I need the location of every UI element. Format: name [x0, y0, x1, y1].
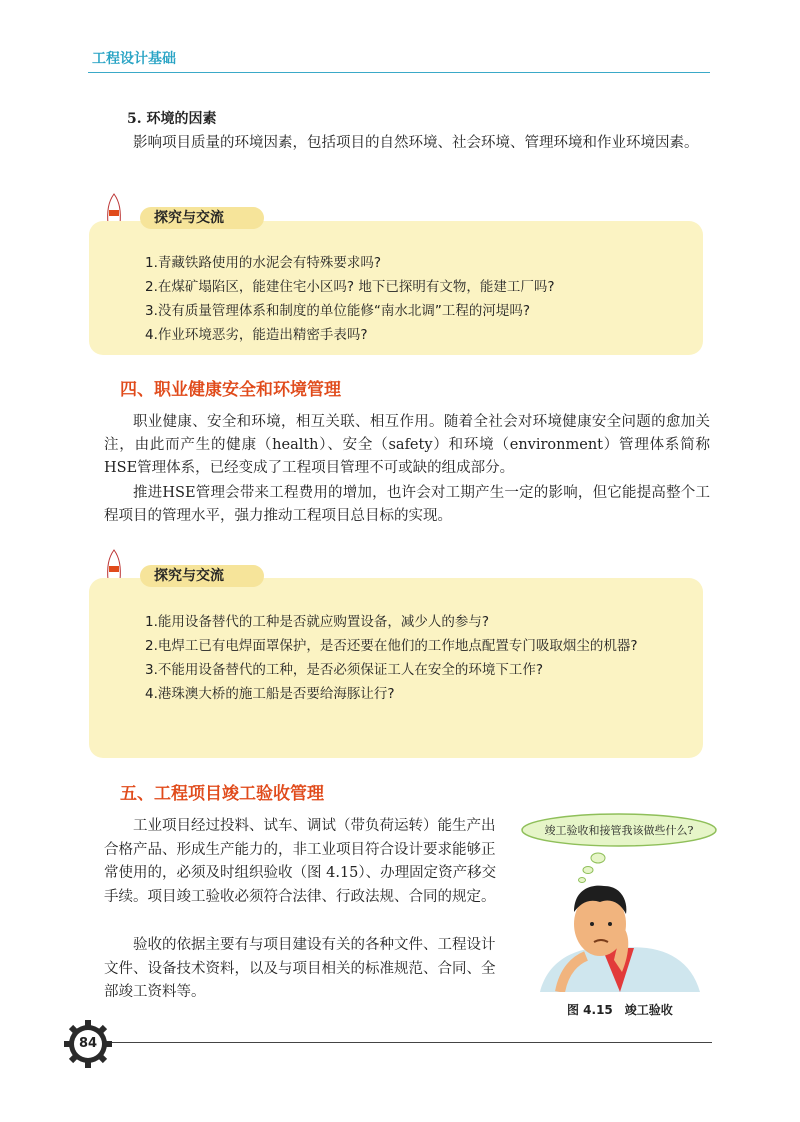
explore-question-list: [89, 610, 703, 706]
question-item: 2.在煤矿塌陷区，能建住宅小区吗? 地下已探明有文物，能建工厂吗?: [145, 279, 555, 295]
explore-tab-label: 探究与交流: [140, 565, 264, 587]
question-item: 4.作业环境恶劣，能造出精密手表吗?: [145, 327, 368, 343]
explore-box-2: [89, 578, 703, 758]
thought-bubble-text: 竣工验收和接管我该做些什么?: [544, 824, 694, 837]
page-number: 84: [78, 1036, 98, 1051]
section-heading-hse: 四、职业健康安全和环境管理: [120, 380, 341, 400]
hse-paragraph-1: 职业健康、安全和环境，相互关联、相互作用。随着全社会对环境健康安全问题的愈加关注，由此而产生的健康（health）、安全（safety）和环境（environment）管理体系简称HSE管理体系，已经变成了工程项目管理不可或缺的组成部分。: [104, 414, 710, 476]
figure-caption: 图 4.15 竣工验收: [567, 1003, 673, 1017]
question-item: 1.能用设备替代的工种是否就应购置设备，减少人的参与?: [145, 614, 490, 630]
acceptance-paragraph-2: 验收的依据主要有与项目建设有关的各种文件、工程设计文件、设备技术资料，以及与项目相关的标准规范、合同、全部竣工资料等。: [104, 937, 496, 1000]
environment-paragraph: 影响项目质量的环境因素，包括项目的自然环境、社会环境、管理环境和作业环境因素。: [133, 135, 699, 151]
question-item: 1.青藏铁路使用的水泥会有特殊要求吗?: [145, 255, 382, 271]
explore-question-list: [89, 251, 703, 347]
running-header-title: 工程设计基础: [92, 51, 176, 67]
subsection-heading: 5. 环境的因素: [127, 111, 217, 127]
explore-box-1: [89, 221, 703, 355]
thinking-man-illustration: [530, 852, 710, 992]
section-heading-acceptance: 五、工程项目竣工验收管理: [120, 784, 324, 804]
header-rule: [88, 72, 710, 73]
question-item: 3.不能用设备替代的工种，是否必须保证工人在安全的环境下工作?: [145, 662, 544, 678]
acceptance-paragraph-1: 工业项目经过投料、试车、调试（带负荷运转）能生产出合格产品、形成生产能力的，非工业项目符合设计要求能够正常使用的，必须及时组织验收（图 4.15）、办理固定资产移交手续。项目竣工验收必须符合法律、行政法规、合同的规定。: [104, 818, 497, 905]
footer-rule: [108, 1042, 712, 1043]
question-item: 3.没有质量管理体系和制度的单位能修“南水北调”工程的河堤吗?: [145, 303, 531, 319]
explore-tab-label: 探究与交流: [140, 207, 264, 229]
question-item: 2.电焊工已有电焊面罩保护，是否还要在他们的工作地点配置专门吸取烟尘的机器?: [145, 638, 638, 654]
question-item: 4.港珠澳大桥的施工船是否要给海豚让行?: [145, 686, 395, 702]
hse-paragraph-2: 推进HSE管理会带来工程费用的增加，也许会对工期产生一定的影响，但它能提高整个工程项目的管理水平，强力推动工程项目总目标的实现。: [104, 485, 710, 524]
